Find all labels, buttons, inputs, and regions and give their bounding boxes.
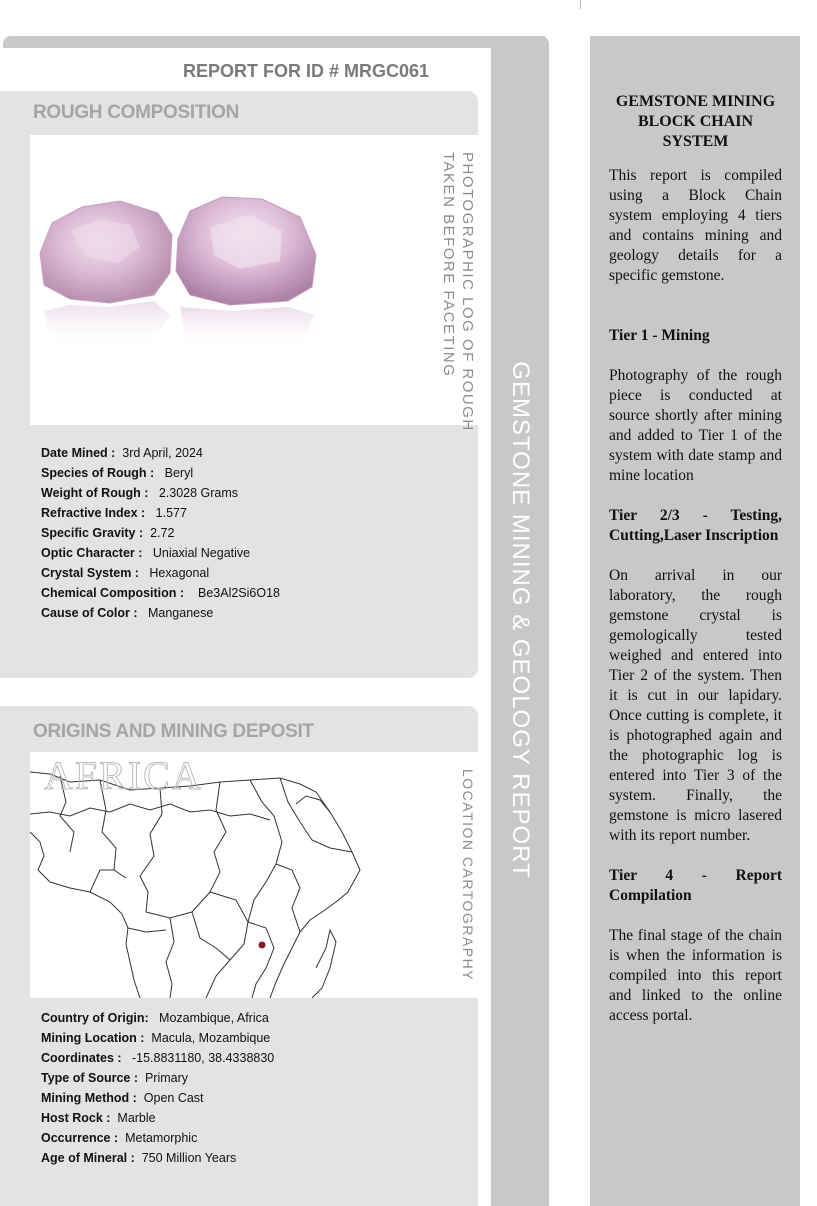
detail-label: Refractive Index : [41, 506, 146, 520]
detail-label: Cause of Color : [41, 606, 138, 620]
detail-label: Host Rock : [41, 1111, 111, 1125]
detail-row-mining-location [41, 1028, 274, 1048]
detail-value: Metamorphic [125, 1131, 198, 1145]
detail-row-host-rock [41, 1108, 274, 1128]
report-id-heading: REPORT FOR ID # MRGC061 [183, 61, 430, 81]
detail-value: Open Cast [143, 1091, 204, 1105]
detail-value: Macula, Mozambique [151, 1031, 271, 1045]
detail-label: Optic Character : [41, 546, 143, 560]
detail-row-age-of-mineral [41, 1148, 274, 1168]
detail-label: Mining Method : [41, 1091, 137, 1105]
rough-composition-title: ROUGH COMPOSITION [33, 102, 240, 123]
detail-label: Occurrence : [41, 1131, 119, 1145]
rough-photo-caption-line1: PHOTOGRAPHIC LOG OF ROUGH [459, 152, 476, 432]
origins-title: ORIGINS AND MINING DEPOSIT [33, 721, 314, 742]
detail-label: Specific Gravity : [41, 526, 144, 540]
rough-gemstone-photo [30, 135, 322, 425]
sidebar-heading: GEMSTONE MINING BLOCK CHAIN SYSTEM [615, 93, 776, 150]
tier4-text: The final stage of the chain is when the information is compiled into this report and linked to the online access portal. [609, 927, 782, 1024]
detail-row-crystal-system [41, 563, 280, 583]
detail-row-country [41, 1008, 274, 1028]
detail-value: 3rd April, 2024 [122, 446, 203, 460]
tier1-title: Tier 1 - Mining [609, 327, 710, 344]
detail-label: Crystal System : [41, 566, 139, 580]
detail-row-type-of-source [41, 1068, 274, 1088]
tier4-title: Tier 4 - Report Compilation [609, 867, 782, 904]
detail-label: Weight of Rough : [41, 486, 149, 500]
location-cartography-caption: LOCATION CARTOGRAPHY [460, 769, 476, 982]
rough-photo-caption-line2: TAKEN BEFORE FACETING [440, 152, 457, 378]
detail-row-optic-character [41, 543, 280, 563]
detail-label: Age of Mineral : [41, 1151, 135, 1165]
detail-value: 1.577 [155, 506, 187, 520]
detail-row-refractive-index [41, 503, 280, 523]
detail-label: Mining Location : [41, 1031, 145, 1045]
detail-value: Mozambique, Africa [159, 1011, 269, 1025]
detail-value: Uniaxial Negative [152, 546, 251, 560]
sidebar-intro: This report is compiled using a Block Chain system employing 4 tiers and contains mining and geology details for a specific gemstone. [609, 167, 782, 284]
tier23-text: On arrival in our laboratory, the rough gemstone crystal is gemologically tested weighed and entered into Tier 2 of the system. Then it is cut in our lapidary. Once cutting is complete, it is photographed again and the photographic log is entered into Tier 3 of the system. Finally, the gemstone is micro lasered with its report number. [609, 567, 782, 844]
top-divider-tick [580, 0, 581, 9]
detail-row-chemical-composition [41, 583, 280, 603]
tier23-title: Tier 2/3 - Testing, Cutting,Laser Inscription [609, 507, 782, 544]
report-vertical-title: GEMSTONE MINING & GEOLOGY REPORT [507, 361, 534, 879]
detail-value: -15.8831180, 38.4338830 [131, 1051, 275, 1065]
detail-row-mining-method [41, 1088, 274, 1108]
map-region-label: AFRICA [44, 753, 203, 798]
detail-label: Chemical Composition : [41, 586, 185, 600]
detail-value: Marble [117, 1111, 156, 1125]
detail-label: Species of Rough : [41, 466, 155, 480]
origin-details-list [41, 1008, 274, 1168]
detail-label: Date Mined : [41, 446, 116, 460]
detail-value: 750 Million Years [141, 1151, 237, 1165]
detail-value: Manganese [147, 606, 214, 620]
mine-location-marker [259, 942, 266, 949]
rough-details-list [41, 443, 280, 623]
detail-row-coordinates [41, 1048, 274, 1068]
detail-value: 2.72 [150, 526, 175, 540]
tier1-text: Photography of the rough piece is conducted at source shortly after mining and added to Tier 1 of the system with date stamp and mine location [609, 367, 782, 484]
detail-label: Country of Origin: [41, 1011, 149, 1025]
detail-label: Type of Source : [41, 1071, 139, 1085]
detail-value: Hexagonal [149, 566, 210, 580]
detail-row-cause-of-color [41, 603, 280, 623]
detail-row-occurrence [41, 1128, 274, 1148]
detail-value: Be3Al2Si6O18 [197, 586, 280, 600]
detail-row-date-mined [41, 443, 280, 463]
detail-label: Coordinates : [41, 1051, 122, 1065]
blockchain-info-text [609, 92, 782, 1046]
header-bar [3, 36, 545, 48]
detail-value: Primary [144, 1071, 189, 1085]
detail-value: Beryl [164, 466, 194, 480]
detail-row-specific-gravity [41, 523, 280, 543]
detail-row-species [41, 463, 280, 483]
detail-row-weight [41, 483, 280, 503]
detail-value: 2.3028 Grams [158, 486, 239, 500]
